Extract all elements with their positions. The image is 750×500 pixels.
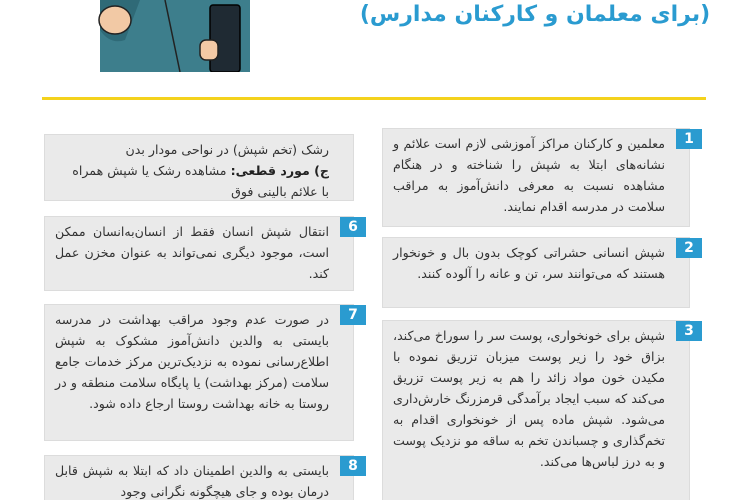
list-item [382,237,694,308]
item-text: معلمین و کارکنان مراکز آموزشی لازم است علائم و نشانه‌های ابتلا به شپش را شناخته و در هنگام مشاهده نسبت به معرفی دانش‌آموز به مراقب سلامت در مدرسه اقدام نمایند. [393,136,665,214]
item-text: در صورت عدم وجود مراقب بهداشت در مدرسه بایستی به والدین دانش‌آموز مشکوک به شپش اطلاع‌رسانی نموده به نزدیک‌ترین مرکز خدمات جامع سلامت (مرکز بهداشت) یا پایگاه سلامت منطقه و در روستا به خانه بهداشت روستا ارجاع داده شود. [55,312,329,411]
item-number-badge: 6 [340,217,366,237]
item-text: شپش برای خونخواری، پوست سر را سوراخ می‌کند، بزاق خود را زیر پوست میزبان تزریق نموده با مکیدن خون مواد زائد را هم به زیر پوست تزریق می‌کند که سبب ایجاد برآمدگی قرمزرنگ خارش‌داری می‌شود. شپش ماده پس از خونخواری اقدام به تخم‌گذاری و چسباندن تخم به ساقه مو نزدیک پوست و به درز لباس‌ها می‌کند. [393,328,665,469]
list-item [44,216,358,291]
item-bold-prefix: ج) مورد قطعی: [230,163,329,178]
list-item [44,455,358,500]
item-text: بایستی به والدین اطمینان داد که ابتلا به شپش قابل درمان بوده و جای هیچگونه نگرانی وجود [55,463,329,499]
list-item [382,128,694,227]
list-item [382,320,694,500]
item-number-badge: 2 [676,238,702,258]
item-text: انتقال شپش انسان فقط از انسان‌به‌انسان ممکن است، موجود دیگری نمی‌تواند به عنوان مخزن عمل کند. [55,224,329,281]
teacher-illustration [70,0,270,72]
page-title: (برای معلمان و کارکنان مدارس) [359,2,711,27]
item-number-badge: 7 [340,305,366,325]
item-line: با علائم بالینی فوق [231,184,329,199]
list-item [44,134,354,201]
item-line [55,160,329,181]
item-number-badge: 1 [676,129,702,149]
list-item [44,304,358,441]
item-number-badge: 8 [340,456,366,476]
item-line-rest: مشاهده رشک یا شپش همراه [72,163,227,178]
item-text [45,135,353,206]
item-line: رشک (تخم شپش) در نواحی مودار بدن [125,142,329,157]
divider [42,97,706,100]
item-text: شپش انسانی حشراتی کوچک بدون بال و خونخوار هستند که می‌توانند سر، تن و عانه را آلوده کنند. [393,245,665,281]
item-number-badge: 3 [676,321,702,341]
